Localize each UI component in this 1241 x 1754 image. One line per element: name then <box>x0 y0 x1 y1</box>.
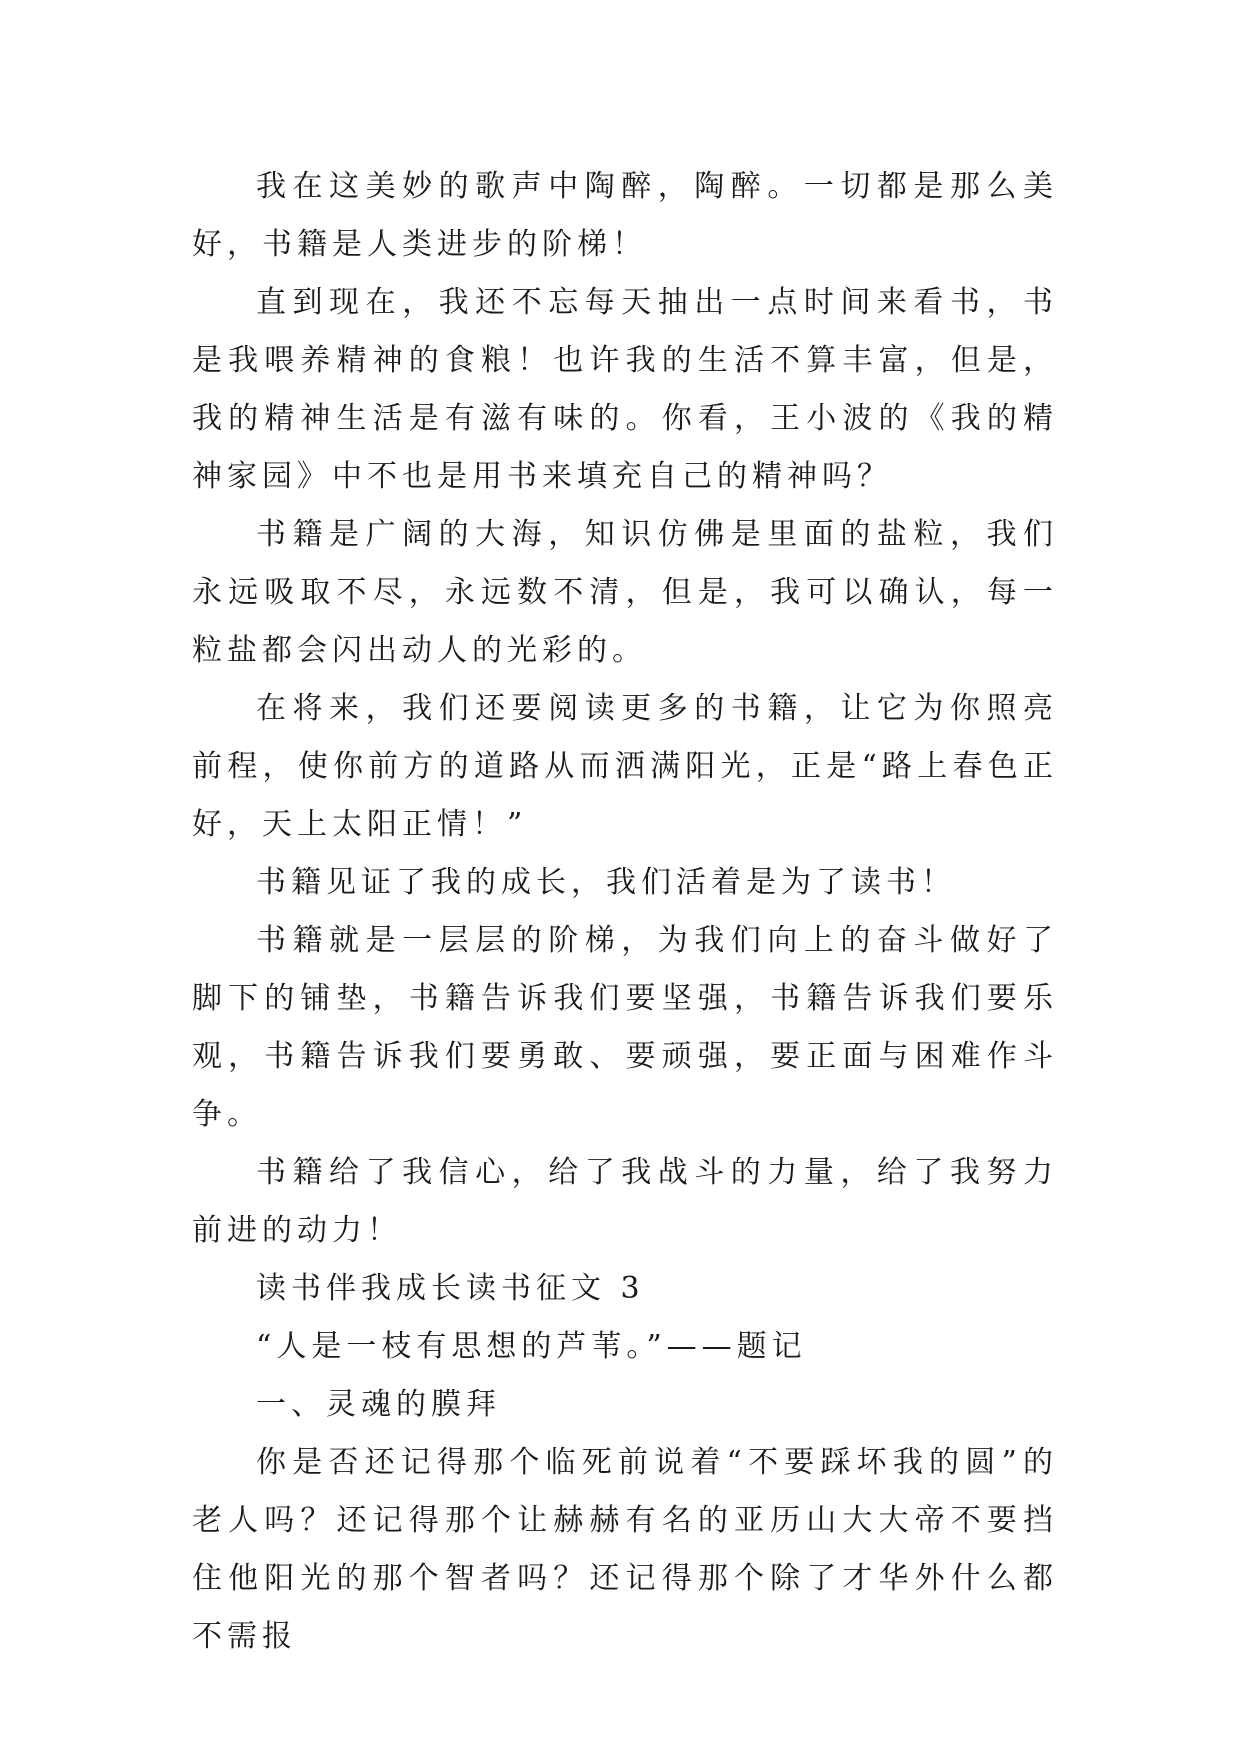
subsection-heading: 一、灵魂的膜拜 <box>256 1387 501 1422</box>
paragraph-4: 在将来，我们还要阅读更多的书籍，让它为你照亮前程，使你前方的道路从而洒满阳光，正是“路上春色正好，天上太阳正情！” <box>192 691 1058 842</box>
epigraph: “人是一枝有思想的芦苇。”——题记 <box>256 1329 807 1364</box>
paragraph-8: 你是否还记得那个临死前说着“不要踩坏我的圆”的老人吗？还记得那个让赫赫有名的亚历山大大帝不要挡住他阳光的那个智者吗？还记得那个除了才华外什么都不需报 <box>192 1445 1058 1654</box>
paragraph-7: 书籍给了我信心，给了我战斗的力量，给了我努力前进的动力！ <box>192 1155 1058 1248</box>
paragraph-2: 直到现在，我还不忘每天抽出一点时间来看书，书是我喂养精神的食粮！也许我的生活不算丰富，但是，我的精神生活是有滋有味的。你看，王小波的《我的精神家园》中不也是用书来填充自己的精神吗？ <box>192 285 1058 494</box>
paragraph-5: 书籍见证了我的成长，我们活着是为了读书！ <box>256 865 956 900</box>
document-body <box>192 158 1058 1666</box>
paragraph-1: 我在这美妙的歌声中陶醉，陶醉。一切都是那么美好，书籍是人类进步的阶梯！ <box>192 169 1058 262</box>
paragraph-3: 书籍是广阔的大海，知识仿佛是里面的盐粒，我们永远吸取不尽，永远数不清，但是，我可以确认，每一粒盐都会闪出动人的光彩的。 <box>192 517 1058 668</box>
section-heading: 读书伴我成长读书征文 3 <box>256 1271 645 1306</box>
paragraph-6: 书籍就是一层层的阶梯，为我们向上的奋斗做好了脚下的铺垫，书籍告诉我们要坚强，书籍告诉我们要乐观，书籍告诉我们要勇敢、要顽强，要正面与困难作斗争。 <box>192 923 1058 1132</box>
